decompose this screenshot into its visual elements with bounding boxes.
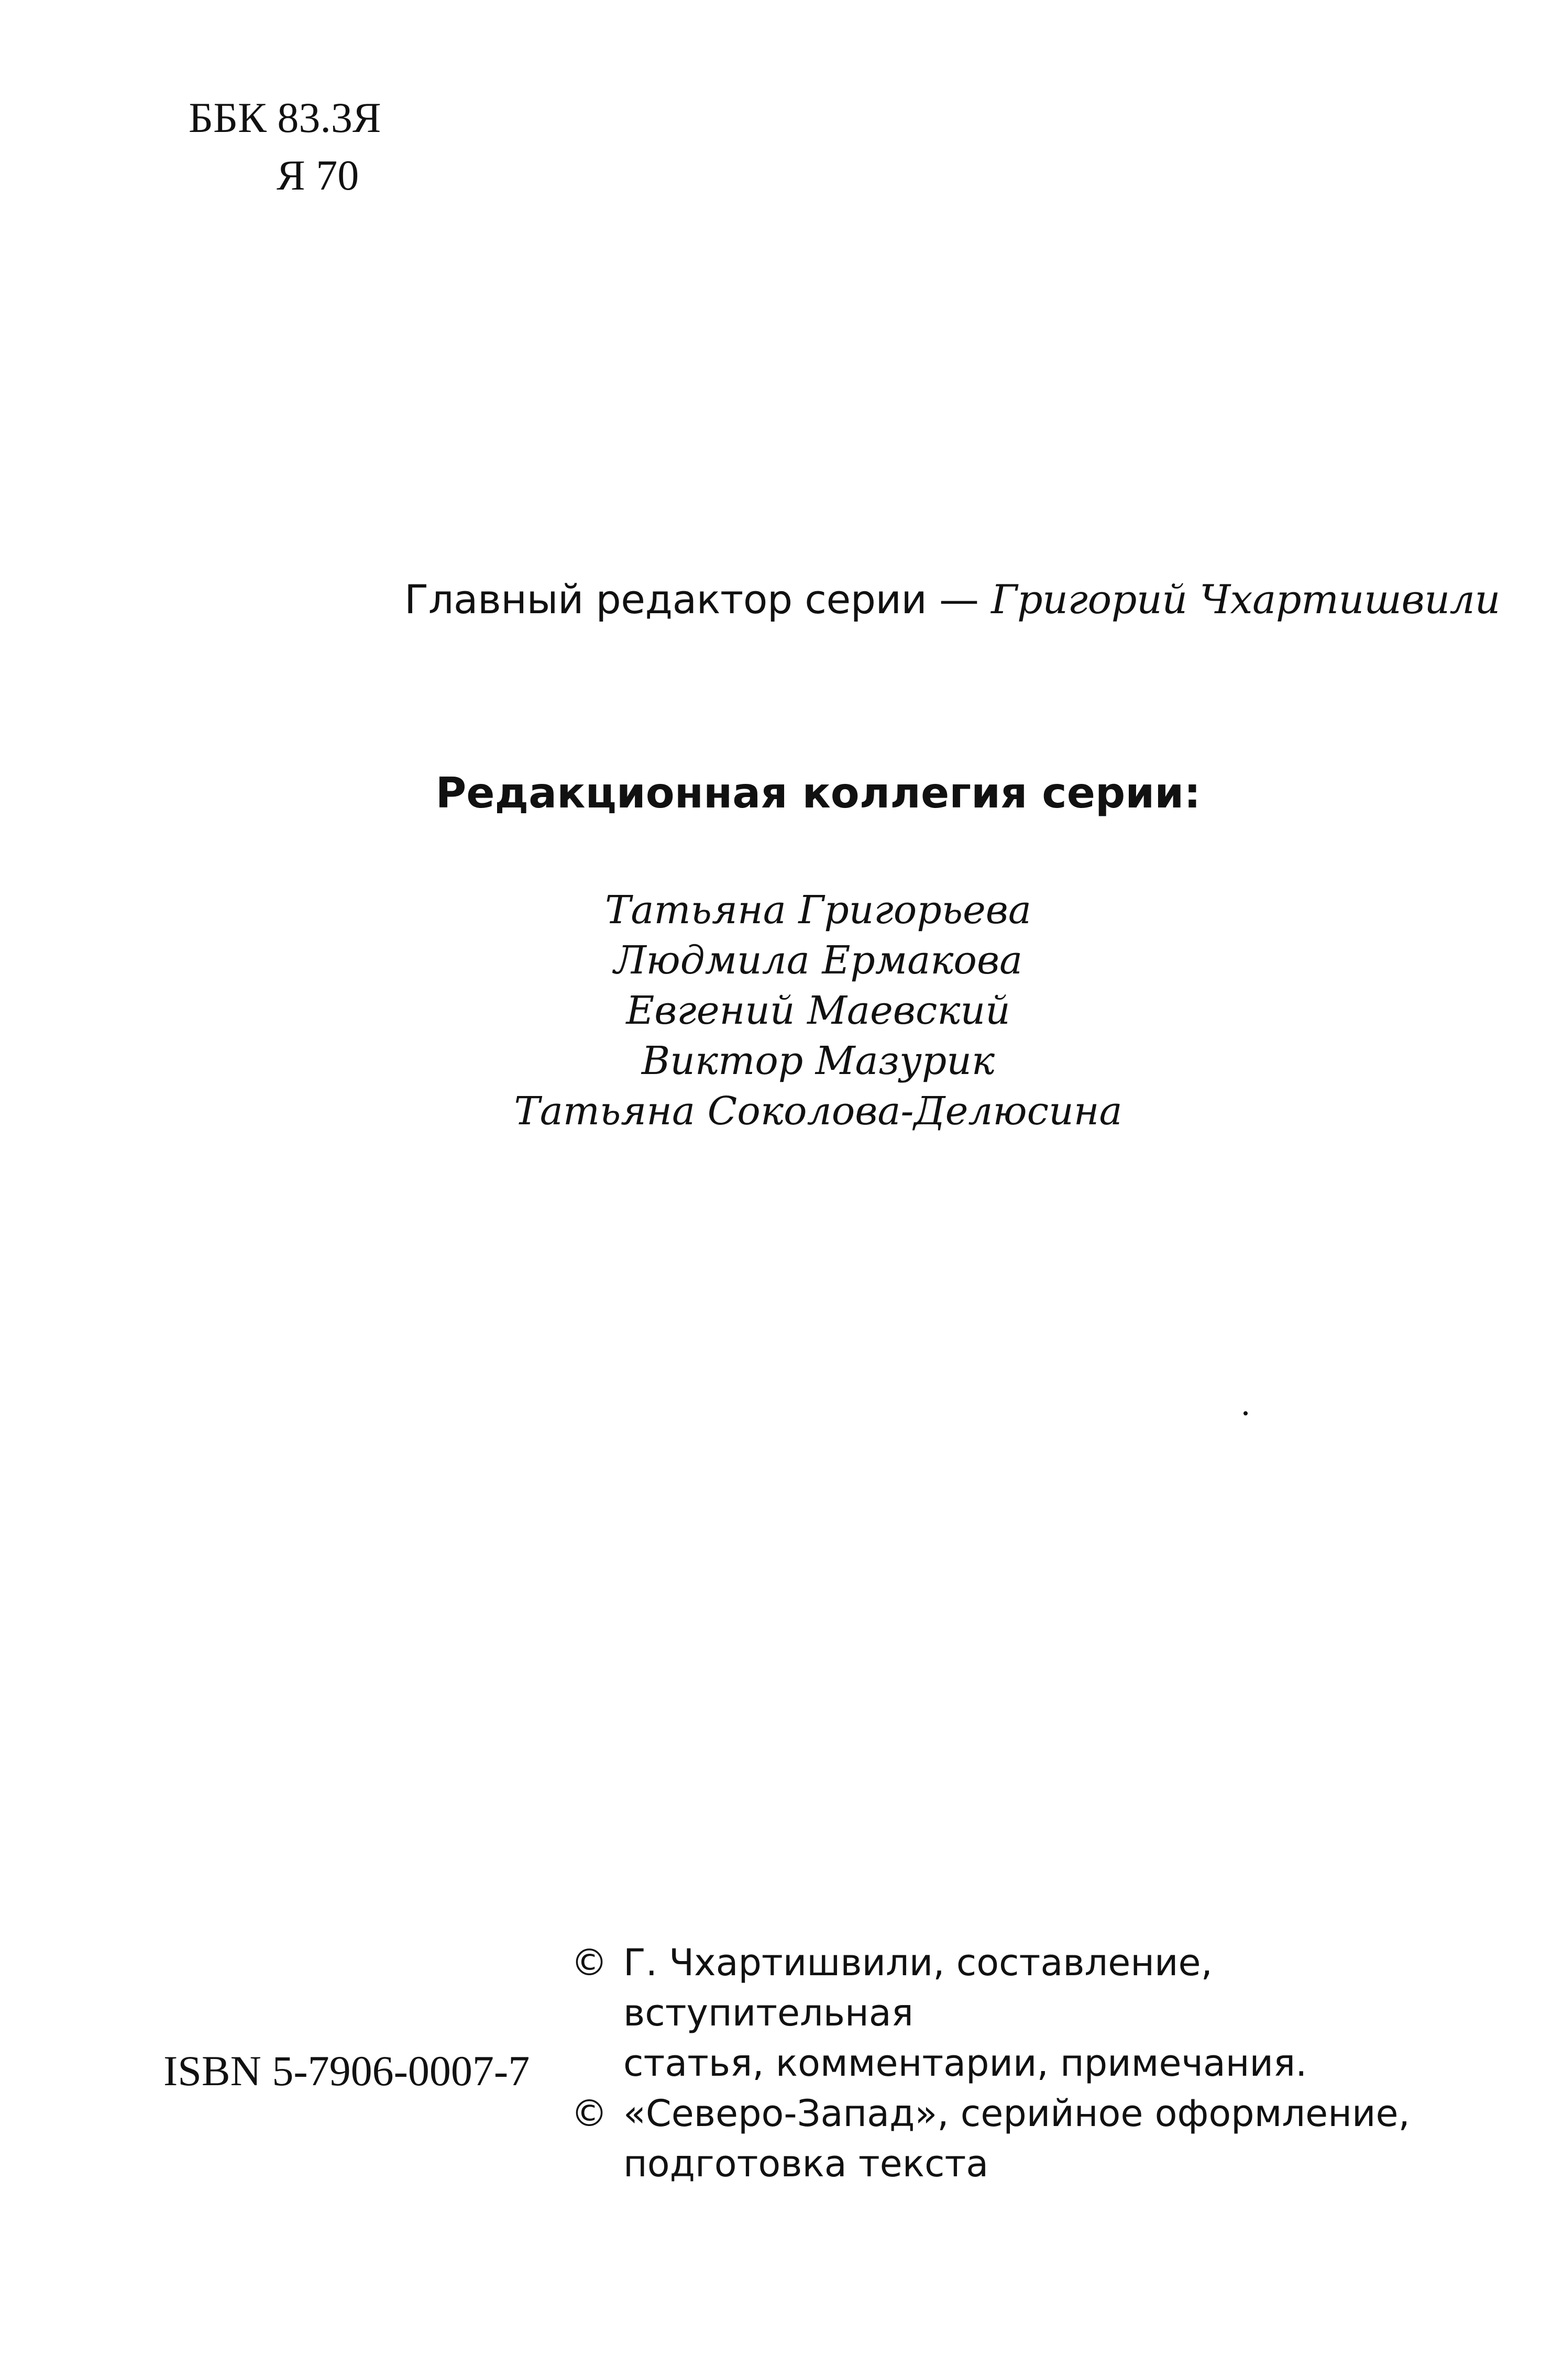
copyright-text-line: Г. Чхартишвили, составление, вступительная (623, 1941, 1213, 2034)
editorial-board-heading: Редакционная коллегия серии: (435, 769, 1201, 817)
isbn: ISBN 5-7906-0007-7 (163, 2047, 530, 2095)
chief-editor-line (404, 571, 1500, 628)
print-speck (1243, 1411, 1248, 1415)
copyright-text-line: статья, комментарии, примечания. (623, 2042, 1307, 2085)
copyright-text-line: «Северо-Запад», серийное оформление, (623, 2092, 1410, 2135)
catalog-codes (189, 89, 381, 204)
copyright-entry (571, 1938, 1472, 2088)
board-member: Виктор Мазурик (641, 1038, 995, 1083)
copyright-icon: © (571, 1941, 608, 1984)
copyright-block (571, 1938, 1472, 2189)
board-member: Людмила Ермакова (613, 938, 1023, 983)
copyright-text-line: подготовка текста (623, 2142, 989, 2185)
author-index: Я 70 (277, 151, 359, 199)
board-member: Евгений Маевский (626, 988, 1010, 1033)
board-member: Татьяна Соколова-Делюсина (514, 1089, 1122, 1134)
editorial-board-list (0, 885, 1563, 1136)
copyright-icon: © (571, 2092, 608, 2135)
bbk-code: ББК 83.3Я (189, 94, 381, 141)
chief-editor-name: Григорий Чхартишвили (991, 576, 1501, 623)
chief-editor-label: Главный редактор серии — (404, 576, 992, 623)
board-member: Татьяна Григорьева (605, 888, 1031, 933)
copyright-entry (571, 2088, 1472, 2189)
